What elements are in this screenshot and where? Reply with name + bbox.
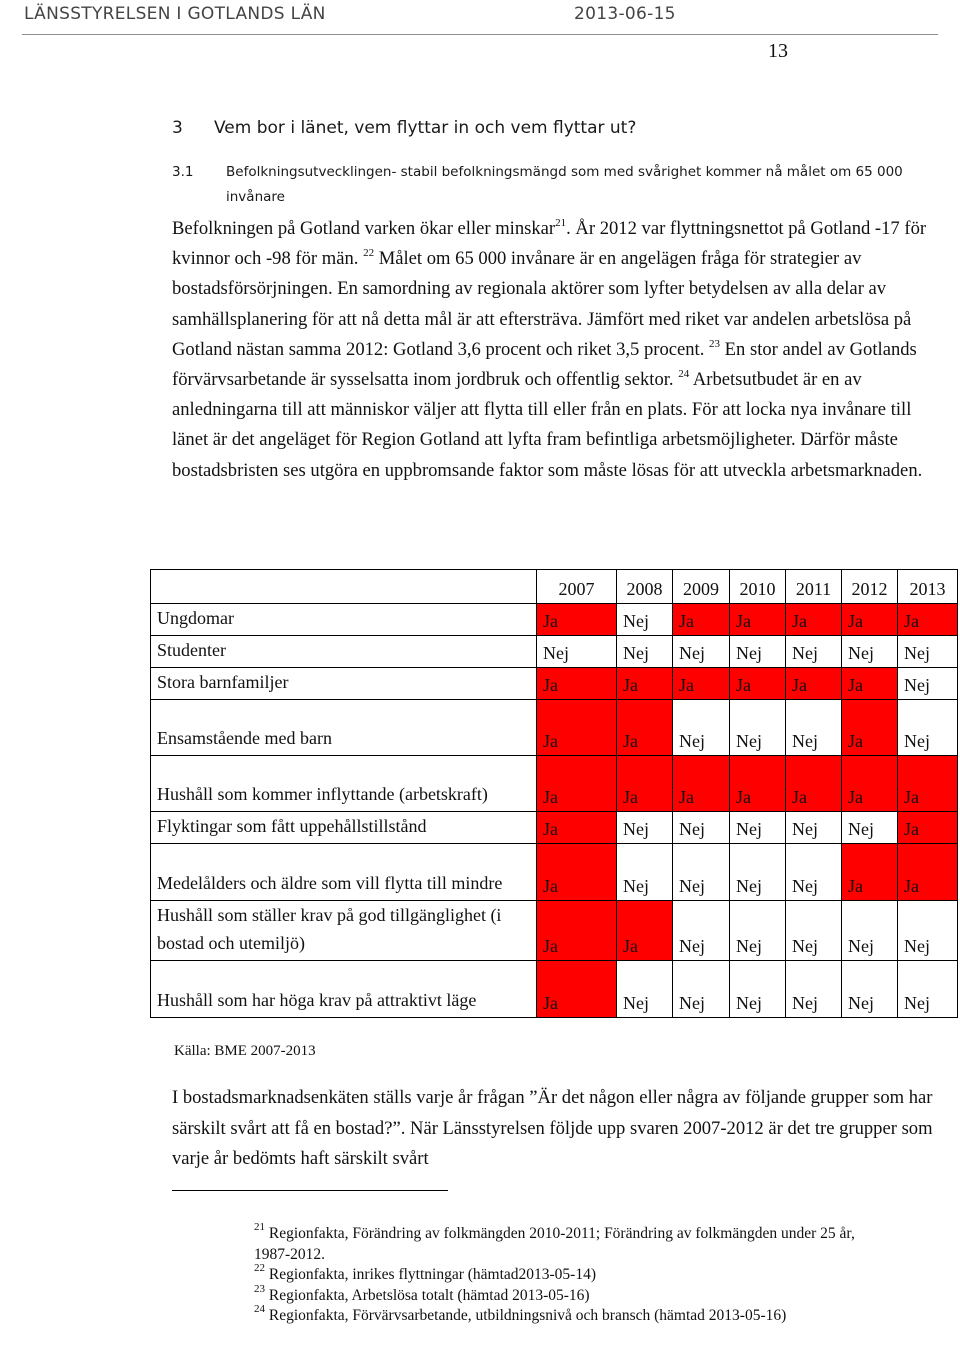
- answer-cell: Nej: [898, 636, 958, 668]
- footnote-text: Regionfakta, inrikes flyttningar (hämtad2013-05-14): [268, 1266, 597, 1283]
- footnote-text: Regionfakta, Arbetslösa totalt (hämtad 2013-05-16): [268, 1286, 590, 1304]
- table-row: [151, 844, 958, 901]
- section-heading: [172, 118, 636, 138]
- answer-cell: Nej: [786, 636, 842, 668]
- table-row: [151, 604, 958, 636]
- answer-cell: Nej: [786, 700, 842, 756]
- answer-cell: Nej: [786, 901, 842, 961]
- answer-cell: Nej: [730, 636, 786, 668]
- footnote: [254, 1303, 874, 1327]
- answer-cell: Ja: [617, 668, 673, 700]
- answer-cell: Ja: [537, 812, 617, 844]
- row-label: Ungdomar: [151, 604, 537, 636]
- answer-cell: Nej: [842, 901, 898, 961]
- answer-cell: Nej: [537, 636, 617, 668]
- survey-paragraph: I bostadsmarknadsenkäten ställs varje år frågan ”Är det någon eller några av följande grupper som har särskilt svårt att få en bostad?”. När Länsstyrelsen följde upp svaren 2007-2012 är det tre grupper som varje år bedömts haft särskilt svårt: [172, 1087, 933, 1169]
- answer-cell: Nej: [842, 636, 898, 668]
- answer-cell: Ja: [617, 700, 673, 756]
- answer-cell: Nej: [673, 700, 730, 756]
- row-label: Flyktingar som fått uppehållstillstånd: [151, 812, 537, 844]
- answer-cell: Nej: [617, 812, 673, 844]
- paragraph-text: Befolkningen på Gotland varken ökar eller minskar: [172, 218, 556, 239]
- table-row: [151, 812, 958, 844]
- answer-cell: Ja: [617, 756, 673, 812]
- answer-cell: Nej: [730, 700, 786, 756]
- table-row: [151, 961, 958, 1018]
- intro-paragraph: [172, 214, 942, 486]
- answer-cell: Nej: [673, 812, 730, 844]
- answer-cell: Nej: [617, 961, 673, 1018]
- answer-cell: Nej: [673, 901, 730, 961]
- paragraph-text: Målet om 65 000 invånare är en angelägen fråga för strategier av bostadsförsörjningen. En samordning av regionala aktörer som lyfter betydelsen av alla delar av samhällsplanering för att nå detta mål är att eftersträva. Jämfört med riket var andelen arbetslösa på Gotland nästan samma 2012: Gotland 3,6 procent och riket 3,5 procent.: [172, 248, 912, 360]
- answer-cell: Nej: [617, 636, 673, 668]
- answer-cell: Ja: [898, 812, 958, 844]
- year-header: 2007: [537, 570, 617, 604]
- answer-cell: Ja: [537, 668, 617, 700]
- answer-cell: Ja: [786, 756, 842, 812]
- footnote: [254, 1282, 874, 1307]
- row-label: Ensamstående med barn: [151, 700, 537, 756]
- year-header: 2011: [786, 570, 842, 604]
- paragraph-text: Arbetsutbudet är en av anledningarna till att människor väljer att flytta till eller från en plats. För att locka nya invånare till länet är det angeläget för Region Gotland att lyfta fram befintliga arbetsmöjligheter. Därför måste bostadsbristen ses utgöra en uppbromsande faktor som måste lösas för att utveckla arbetsmarknaden.: [172, 369, 923, 481]
- answer-cell: Nej: [617, 604, 673, 636]
- paragraph-text: En stor andel av Gotlands förvärvsarbetande är sysselsatta inom jordbruk och offentlig sektor.: [172, 338, 917, 391]
- footnote-ref-22[interactable]: 22: [363, 247, 375, 260]
- answer-cell: Nej: [673, 961, 730, 1018]
- page-number: 13: [768, 40, 788, 62]
- row-label: Medelålders och äldre som vill flytta till mindre: [151, 844, 537, 901]
- subsection-title: Befolkningsutvecklingen- stabil befolkningsmängd som med svårighet kommer nå målet om 65 000 invånare: [226, 164, 903, 205]
- answer-cell: Nej: [730, 812, 786, 844]
- table-row: [151, 756, 958, 812]
- answer-cell: Ja: [537, 700, 617, 756]
- answer-cell: Ja: [730, 604, 786, 636]
- table-header-blank: [151, 570, 537, 604]
- row-label: Hushåll som har höga krav på attraktivt läge: [151, 961, 537, 1018]
- footnotes: [254, 1221, 874, 1327]
- answer-cell: Ja: [617, 901, 673, 961]
- answer-cell: Ja: [842, 668, 898, 700]
- footnote: [254, 1262, 874, 1286]
- answer-cell: Nej: [898, 901, 958, 961]
- answer-cell: Ja: [898, 844, 958, 901]
- answer-cell: Ja: [842, 604, 898, 636]
- answer-cell: Ja: [842, 700, 898, 756]
- table-source: Källa: BME 2007-2013: [174, 1043, 316, 1059]
- footnote: [254, 1221, 874, 1265]
- answer-cell: Nej: [786, 844, 842, 901]
- answer-cell: Ja: [786, 668, 842, 700]
- answer-cell: Ja: [898, 756, 958, 812]
- table-row: [151, 700, 958, 756]
- answer-cell: Nej: [842, 812, 898, 844]
- housing-groups-table: [150, 569, 958, 1018]
- row-label: Hushåll som ställer krav på god tillgänglighet (i bostad och utemiljö): [151, 901, 537, 961]
- footnote-text: Regionfakta, Förändring av folkmängden 2010-2011; Förändring av folkmängden under 25 år, 1987-2012.: [254, 1225, 855, 1263]
- year-header: 2012: [842, 570, 898, 604]
- section-title: Vem bor i länet, vem flyttar in och vem flyttar ut?: [214, 118, 637, 138]
- answer-cell: Ja: [842, 756, 898, 812]
- answer-cell: Nej: [898, 700, 958, 756]
- answer-cell: Nej: [898, 961, 958, 1018]
- answer-cell: Nej: [786, 961, 842, 1018]
- answer-cell: Ja: [730, 756, 786, 812]
- row-label: Hushåll som kommer inflyttande (arbetskraft): [151, 756, 537, 812]
- footnote-number: 21: [254, 1221, 265, 1233]
- year-header: 2013: [898, 570, 958, 604]
- answer-cell: Ja: [898, 604, 958, 636]
- footnote-number: 23: [254, 1282, 265, 1295]
- header-organization: LÄNSSTYRELSEN I GOTLANDS LÄN: [24, 4, 326, 24]
- table-header-row: [151, 570, 958, 604]
- answer-cell: Ja: [537, 756, 617, 812]
- answer-cell: Nej: [673, 844, 730, 901]
- answer-cell: Ja: [730, 668, 786, 700]
- subsection-heading: [172, 160, 922, 210]
- answer-cell: Ja: [537, 844, 617, 901]
- year-header: 2009: [673, 570, 730, 604]
- answer-cell: Nej: [786, 812, 842, 844]
- header-date: 2013-06-15: [574, 4, 676, 24]
- paragraph-text: . År 2012 var flyttningsnettot på Gotland -17 för kvinnor och -98 för män.: [172, 218, 927, 270]
- answer-cell: Ja: [537, 961, 617, 1018]
- footnote-text: Regionfakta, Förvärvsarbetande, utbildningsnivå och bransch (hämtad 2013-05-16): [268, 1307, 787, 1324]
- year-header: 2008: [617, 570, 673, 604]
- footnote-number: 24: [254, 1303, 265, 1315]
- footnote-number: 22: [254, 1262, 265, 1274]
- answer-cell: Ja: [673, 756, 730, 812]
- table-row: [151, 668, 958, 700]
- subsection-number: 3.1: [172, 164, 194, 180]
- footnote-ref-23[interactable]: 23: [709, 337, 721, 350]
- footnote-ref-21[interactable]: 21: [555, 217, 567, 229]
- footnote-ref-24[interactable]: 24: [678, 368, 690, 381]
- year-header: 2010: [730, 570, 786, 604]
- page-header: [22, 0, 938, 35]
- answer-cell: Ja: [842, 844, 898, 901]
- answer-cell: Nej: [730, 961, 786, 1018]
- answer-cell: Nej: [673, 636, 730, 668]
- answer-cell: Ja: [537, 604, 617, 636]
- section-number: 3: [172, 118, 183, 138]
- row-label: Studenter: [151, 636, 537, 668]
- answer-cell: Ja: [786, 604, 842, 636]
- answer-cell: Ja: [673, 604, 730, 636]
- answer-cell: Nej: [730, 901, 786, 961]
- table-row: [151, 636, 958, 668]
- table-row: [151, 901, 958, 961]
- row-label: Stora barnfamiljer: [151, 668, 537, 700]
- answer-cell: Nej: [898, 668, 958, 700]
- answer-cell: Ja: [537, 901, 617, 961]
- footnote-divider: [172, 1190, 448, 1191]
- answer-cell: Nej: [730, 844, 786, 901]
- answer-cell: Nej: [842, 961, 898, 1018]
- answer-cell: Ja: [673, 668, 730, 700]
- answer-cell: Nej: [617, 844, 673, 901]
